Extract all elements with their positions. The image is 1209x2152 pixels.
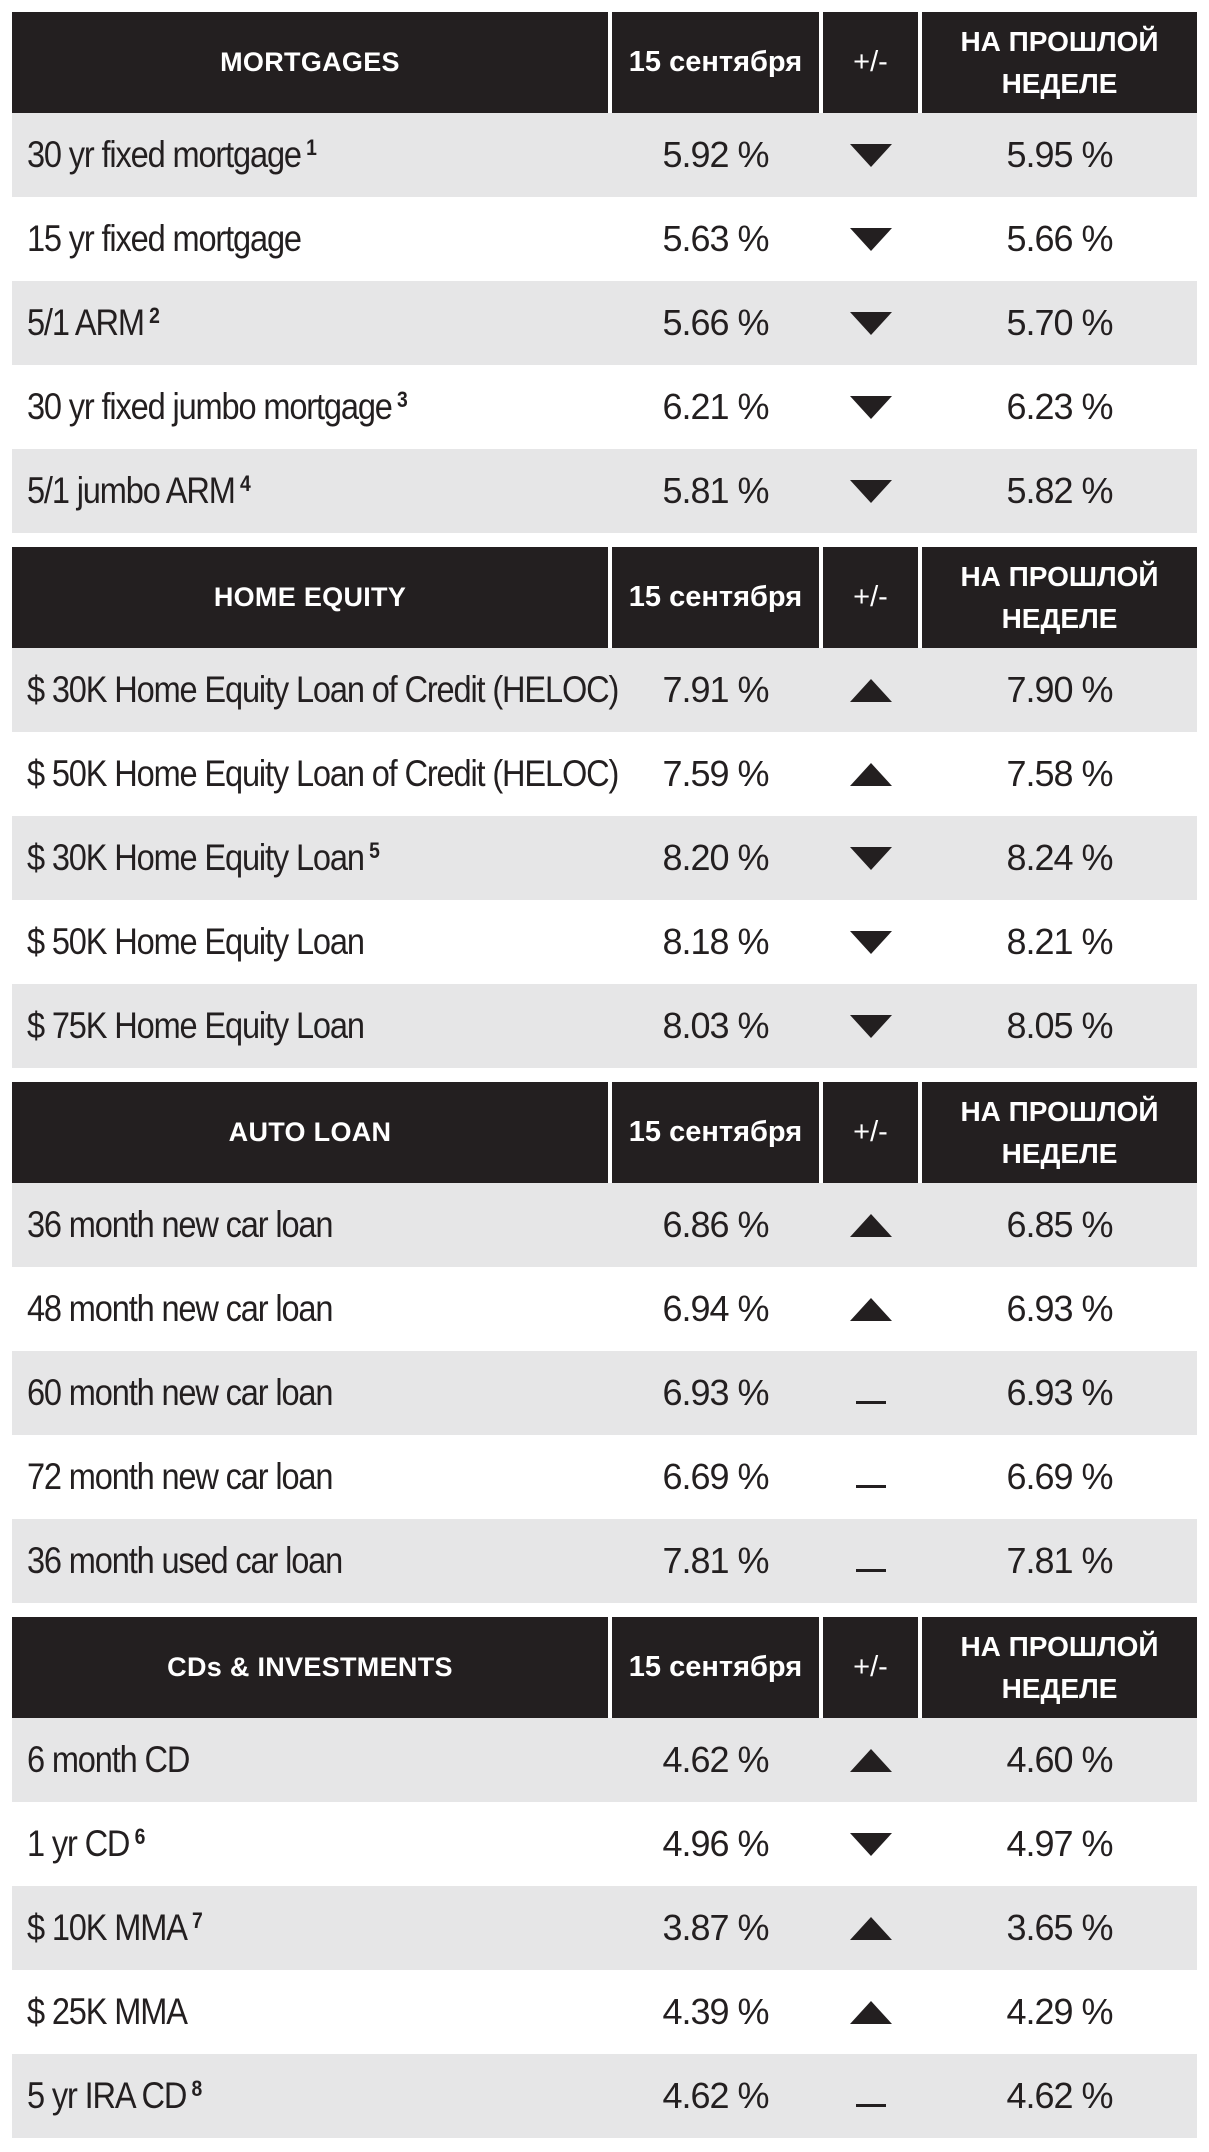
rate-label-text: 30 yr fixed jumbo mortgage bbox=[26, 386, 392, 427]
rate-label bbox=[12, 1739, 536, 1781]
section-title: HOME EQUITY bbox=[12, 547, 608, 648]
table-row bbox=[12, 900, 1197, 984]
rate-label-text: $ 30K Home Equity Loan of Credit (HELOC) bbox=[26, 669, 619, 710]
table-row bbox=[12, 1267, 1197, 1351]
change-column-header: +/- bbox=[823, 547, 918, 648]
change-indicator bbox=[823, 679, 918, 702]
rate-label bbox=[12, 1540, 536, 1582]
dash-icon bbox=[856, 1401, 886, 1404]
change-indicator bbox=[823, 1749, 918, 1772]
rate-label-text: $ 75K Home Equity Loan bbox=[26, 1005, 364, 1046]
rate-label-text: 60 month new car loan bbox=[26, 1372, 333, 1413]
rate-label bbox=[12, 921, 536, 963]
up-arrow-icon bbox=[850, 1749, 892, 1772]
change-indicator bbox=[823, 931, 918, 954]
previous-week-rate: 6.23 % bbox=[1006, 386, 1113, 427]
change-column-header: +/- bbox=[823, 1617, 918, 1718]
table-row bbox=[12, 732, 1197, 816]
rate-label-text: 5/1 jumbo ARM bbox=[26, 470, 235, 511]
rate-label-text: 5 yr IRA CD bbox=[26, 2075, 187, 2116]
rate-label bbox=[12, 1991, 536, 2033]
current-rate: 6.94 % bbox=[662, 1288, 769, 1329]
change-indicator bbox=[823, 763, 918, 786]
change-indicator bbox=[823, 1015, 918, 1038]
down-arrow-icon bbox=[850, 1015, 892, 1038]
table-row bbox=[12, 2054, 1197, 2138]
footnote-marker: 3 bbox=[397, 387, 407, 412]
footnote-marker: 7 bbox=[192, 1908, 202, 1933]
rate-label bbox=[12, 134, 536, 176]
table-row bbox=[12, 1970, 1197, 2054]
table-row bbox=[12, 1519, 1197, 1603]
previous-week-rate: 5.70 % bbox=[1006, 302, 1113, 343]
change-indicator bbox=[823, 480, 918, 503]
rate-label-text: $ 50K Home Equity Loan bbox=[26, 921, 364, 962]
section-mortgages bbox=[12, 12, 1197, 533]
current-rate: 4.62 % bbox=[662, 2075, 769, 2116]
previous-week-rate: 6.93 % bbox=[1006, 1288, 1113, 1329]
current-rate: 8.20 % bbox=[662, 837, 769, 878]
down-arrow-icon bbox=[850, 1833, 892, 1856]
rate-label-text: 36 month used car loan bbox=[26, 1540, 343, 1581]
current-rate: 5.92 % bbox=[662, 134, 769, 175]
previous-week-rate: 5.95 % bbox=[1006, 134, 1113, 175]
down-arrow-icon bbox=[850, 396, 892, 419]
change-indicator bbox=[823, 847, 918, 870]
table-row bbox=[12, 984, 1197, 1068]
down-arrow-icon bbox=[850, 144, 892, 167]
footnote-marker: 6 bbox=[134, 1824, 145, 1849]
previous-week-rate: 7.81 % bbox=[1006, 1540, 1113, 1581]
rate-label-text: 36 month new car loan bbox=[26, 1204, 333, 1245]
previous-week-rate: 6.85 % bbox=[1006, 1204, 1113, 1245]
footnote-marker: 1 bbox=[306, 135, 316, 160]
current-rate: 5.81 % bbox=[662, 470, 769, 511]
previous-week-rate: 8.05 % bbox=[1006, 1005, 1113, 1046]
current-rate: 6.69 % bbox=[662, 1456, 769, 1497]
previous-week-rate: 4.29 % bbox=[1006, 1991, 1113, 2032]
up-arrow-icon bbox=[850, 2001, 892, 2024]
section-title: MORTGAGES bbox=[12, 12, 608, 113]
rate-label-text: 5/1 ARM bbox=[26, 302, 144, 343]
change-column-header: +/- bbox=[823, 12, 918, 113]
change-indicator bbox=[823, 144, 918, 167]
rate-label bbox=[12, 1204, 536, 1246]
previous-week-column-header: НА ПРОШЛОЙ НЕДЕЛЕ bbox=[922, 1617, 1197, 1718]
previous-week-rate: 4.60 % bbox=[1006, 1739, 1113, 1780]
dash-icon bbox=[856, 1569, 886, 1572]
rate-label bbox=[12, 386, 536, 428]
change-indicator bbox=[823, 1833, 918, 1856]
down-arrow-icon bbox=[850, 480, 892, 503]
dash-icon bbox=[856, 2104, 886, 2107]
table-row bbox=[12, 1802, 1197, 1886]
previous-week-rate: 5.82 % bbox=[1006, 470, 1113, 511]
footnote-marker: 8 bbox=[191, 2076, 202, 2101]
rate-label bbox=[12, 1823, 536, 1865]
previous-week-rate: 7.90 % bbox=[1006, 669, 1113, 710]
section-rows bbox=[12, 648, 1197, 1068]
rate-label-text: 48 month new car loan bbox=[26, 1288, 333, 1329]
footnote-marker: 2 bbox=[149, 303, 159, 328]
rate-label-text: 6 month CD bbox=[26, 1739, 190, 1780]
change-indicator bbox=[823, 228, 918, 251]
change-indicator bbox=[823, 312, 918, 335]
rate-label bbox=[12, 837, 536, 879]
table-row bbox=[12, 113, 1197, 197]
change-indicator bbox=[823, 1551, 918, 1572]
change-indicator bbox=[823, 1298, 918, 1321]
current-rate: 8.18 % bbox=[662, 921, 769, 962]
section-title: CDs & INVESTMENTS bbox=[12, 1617, 608, 1718]
previous-week-rate: 8.24 % bbox=[1006, 837, 1113, 878]
rate-label bbox=[12, 1372, 536, 1414]
down-arrow-icon bbox=[850, 931, 892, 954]
table-row bbox=[12, 281, 1197, 365]
section-rows bbox=[12, 113, 1197, 533]
current-rate: 7.59 % bbox=[662, 753, 769, 794]
rate-label bbox=[12, 753, 619, 795]
down-arrow-icon bbox=[850, 228, 892, 251]
down-arrow-icon bbox=[850, 312, 892, 335]
up-arrow-icon bbox=[850, 1214, 892, 1237]
footnote-marker: 4 bbox=[239, 471, 250, 496]
change-indicator bbox=[823, 1917, 918, 1940]
table-row bbox=[12, 449, 1197, 533]
rate-label bbox=[12, 669, 619, 711]
rate-label bbox=[12, 2075, 536, 2117]
current-rate: 6.21 % bbox=[662, 386, 769, 427]
section-title: AUTO LOAN bbox=[12, 1082, 608, 1183]
rate-label-text: $ 25K MMA bbox=[26, 1991, 187, 2032]
rate-label-text: 30 yr fixed mortgage bbox=[26, 134, 301, 175]
rate-label bbox=[12, 1005, 536, 1047]
current-rate: 6.86 % bbox=[662, 1204, 769, 1245]
section-header bbox=[12, 1082, 1197, 1183]
rate-label bbox=[12, 470, 536, 512]
table-row bbox=[12, 1718, 1197, 1802]
previous-week-column-header: НА ПРОШЛОЙ НЕДЕЛЕ bbox=[922, 1082, 1197, 1183]
previous-week-column-header: НА ПРОШЛОЙ НЕДЕЛЕ bbox=[922, 547, 1197, 648]
rate-label bbox=[12, 1907, 536, 1949]
section-home-equity bbox=[12, 547, 1197, 1068]
rates-table bbox=[12, 12, 1197, 2152]
table-row bbox=[12, 1351, 1197, 1435]
table-row bbox=[12, 197, 1197, 281]
change-indicator bbox=[823, 2001, 918, 2024]
change-column-header: +/- bbox=[823, 1082, 918, 1183]
previous-week-rate: 3.65 % bbox=[1006, 1907, 1113, 1948]
change-indicator bbox=[823, 396, 918, 419]
current-rate: 5.66 % bbox=[662, 302, 769, 343]
section-rows bbox=[12, 1183, 1197, 1603]
change-indicator bbox=[823, 1467, 918, 1488]
current-rate: 3.87 % bbox=[662, 1907, 769, 1948]
section-header bbox=[12, 547, 1197, 648]
date-column-header: 15 сентября bbox=[612, 1082, 819, 1183]
section-header bbox=[12, 12, 1197, 113]
change-indicator bbox=[823, 1383, 918, 1404]
rate-label bbox=[12, 1288, 536, 1330]
previous-week-rate: 8.21 % bbox=[1006, 921, 1113, 962]
change-indicator bbox=[823, 1214, 918, 1237]
previous-week-rate: 4.97 % bbox=[1006, 1823, 1113, 1864]
current-rate: 4.39 % bbox=[662, 1991, 769, 2032]
section-cds-investments bbox=[12, 1617, 1197, 2138]
previous-week-rate: 4.62 % bbox=[1006, 2075, 1113, 2116]
rate-label bbox=[12, 302, 536, 344]
rate-label-text: $ 50K Home Equity Loan of Credit (HELOC) bbox=[26, 753, 619, 794]
table-row bbox=[12, 365, 1197, 449]
date-column-header: 15 сентября bbox=[612, 1617, 819, 1718]
current-rate: 7.81 % bbox=[662, 1540, 769, 1581]
table-row bbox=[12, 816, 1197, 900]
rate-label-text: $ 10K MMA bbox=[26, 1907, 187, 1948]
table-row bbox=[12, 1183, 1197, 1267]
rate-label-text: 15 yr fixed mortgage bbox=[26, 218, 301, 259]
section-header bbox=[12, 1617, 1197, 1718]
current-rate: 4.62 % bbox=[662, 1739, 769, 1780]
up-arrow-icon bbox=[850, 679, 892, 702]
previous-week-rate: 6.93 % bbox=[1006, 1372, 1113, 1413]
section-auto-loan bbox=[12, 1082, 1197, 1603]
previous-week-rate: 5.66 % bbox=[1006, 218, 1113, 259]
previous-week-column-header: НА ПРОШЛОЙ НЕДЕЛЕ bbox=[922, 12, 1197, 113]
down-arrow-icon bbox=[850, 847, 892, 870]
current-rate: 6.93 % bbox=[662, 1372, 769, 1413]
dash-icon bbox=[856, 1485, 886, 1488]
table-row bbox=[12, 1435, 1197, 1519]
footnote-marker: 5 bbox=[369, 838, 379, 863]
current-rate: 7.91 % bbox=[662, 669, 769, 710]
rate-label bbox=[12, 1456, 536, 1498]
up-arrow-icon bbox=[850, 763, 892, 786]
rate-label bbox=[12, 218, 536, 260]
rate-label-text: 1 yr CD bbox=[26, 1823, 130, 1864]
up-arrow-icon bbox=[850, 1917, 892, 1940]
rate-label-text: 72 month new car loan bbox=[26, 1456, 333, 1497]
section-rows bbox=[12, 1718, 1197, 2138]
previous-week-rate: 7.58 % bbox=[1006, 753, 1113, 794]
current-rate: 8.03 % bbox=[662, 1005, 769, 1046]
date-column-header: 15 сентября bbox=[612, 12, 819, 113]
change-indicator bbox=[823, 2086, 918, 2107]
up-arrow-icon bbox=[850, 1298, 892, 1321]
table-row bbox=[12, 648, 1197, 732]
date-column-header: 15 сентября bbox=[612, 547, 819, 648]
rate-label-text: $ 30K Home Equity Loan bbox=[26, 837, 364, 878]
current-rate: 5.63 % bbox=[662, 218, 769, 259]
table-row bbox=[12, 1886, 1197, 1970]
current-rate: 4.96 % bbox=[662, 1823, 769, 1864]
previous-week-rate: 6.69 % bbox=[1006, 1456, 1113, 1497]
